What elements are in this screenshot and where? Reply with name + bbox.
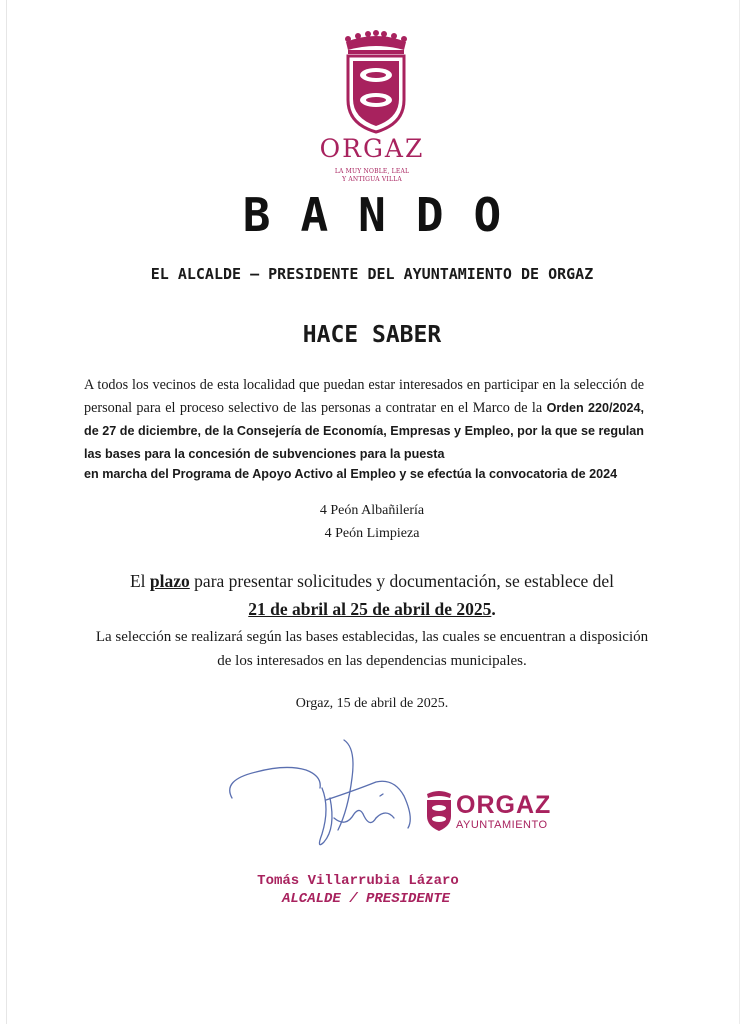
logo-name: ORGAZ xyxy=(319,134,425,163)
deadline-dates: 21 de abril al 25 de abril de 2025 xyxy=(248,599,492,619)
document-title: BANDO xyxy=(242,188,532,242)
dateline: Orgaz, 15 de abril de 2025. xyxy=(295,696,449,711)
logo-motto-line1: LA MUY NOBLE, LEAL xyxy=(334,168,410,175)
signer-role: ALCALDE / PRESIDENTE xyxy=(281,891,451,907)
logo-motto-line2: Y ANTIGUA VILLA xyxy=(342,176,402,183)
position-item: 4 Peón Limpieza xyxy=(324,526,420,541)
stamp-subtitle: AYUNTAMIENTO xyxy=(456,819,548,831)
deadline-suffix: para presentar solicitudes y documentación, se establece del xyxy=(194,571,615,591)
coat-of-arms-icon xyxy=(336,30,416,138)
deadline-line xyxy=(0,571,744,592)
intro-bold-end: en marcha del Programa de Apoyo Activo al Empleo y se efectúa la convocatoria de 2024 xyxy=(84,467,618,481)
intro-bold-text: Orden 220/2024, de 27 de diciembre, de la Consejería de Economía, Empresas y Empleo, por la que se regulan las bases para la concesión de subvenciones para la puesta xyxy=(84,401,644,461)
stamp-crest-icon xyxy=(424,788,454,832)
availability-text: La selección se realizará según las bases establecidas, las cuales se encuentran a disposición de los interesados en las dependencias municipales. xyxy=(95,629,649,669)
intro-plain-text: A todos los vecinos de esta localidad que puedan estar interesados en participar en la selección de personal para el proceso selectivo de las personas a contratar en el Marco de la xyxy=(84,377,644,416)
intro-paragraph xyxy=(84,374,644,482)
position-item: 4 Peón Albañilería xyxy=(319,503,425,518)
hace-saber-heading: HACE SABER xyxy=(302,322,442,348)
issuing-authority: EL ALCALDE – PRESIDENTE DEL AYUNTAMIENTO DE ORGAZ xyxy=(150,265,594,283)
signature-image xyxy=(226,738,426,858)
deadline-prefix: El xyxy=(129,571,146,591)
deadline-dates-end: . xyxy=(491,599,496,619)
stamp-name: ORGAZ xyxy=(456,791,552,819)
deadline-dates-line xyxy=(0,599,744,620)
signer-name: Tomás Villarrubia Lázaro xyxy=(257,873,459,889)
deadline-keyword: plazo xyxy=(149,571,190,591)
